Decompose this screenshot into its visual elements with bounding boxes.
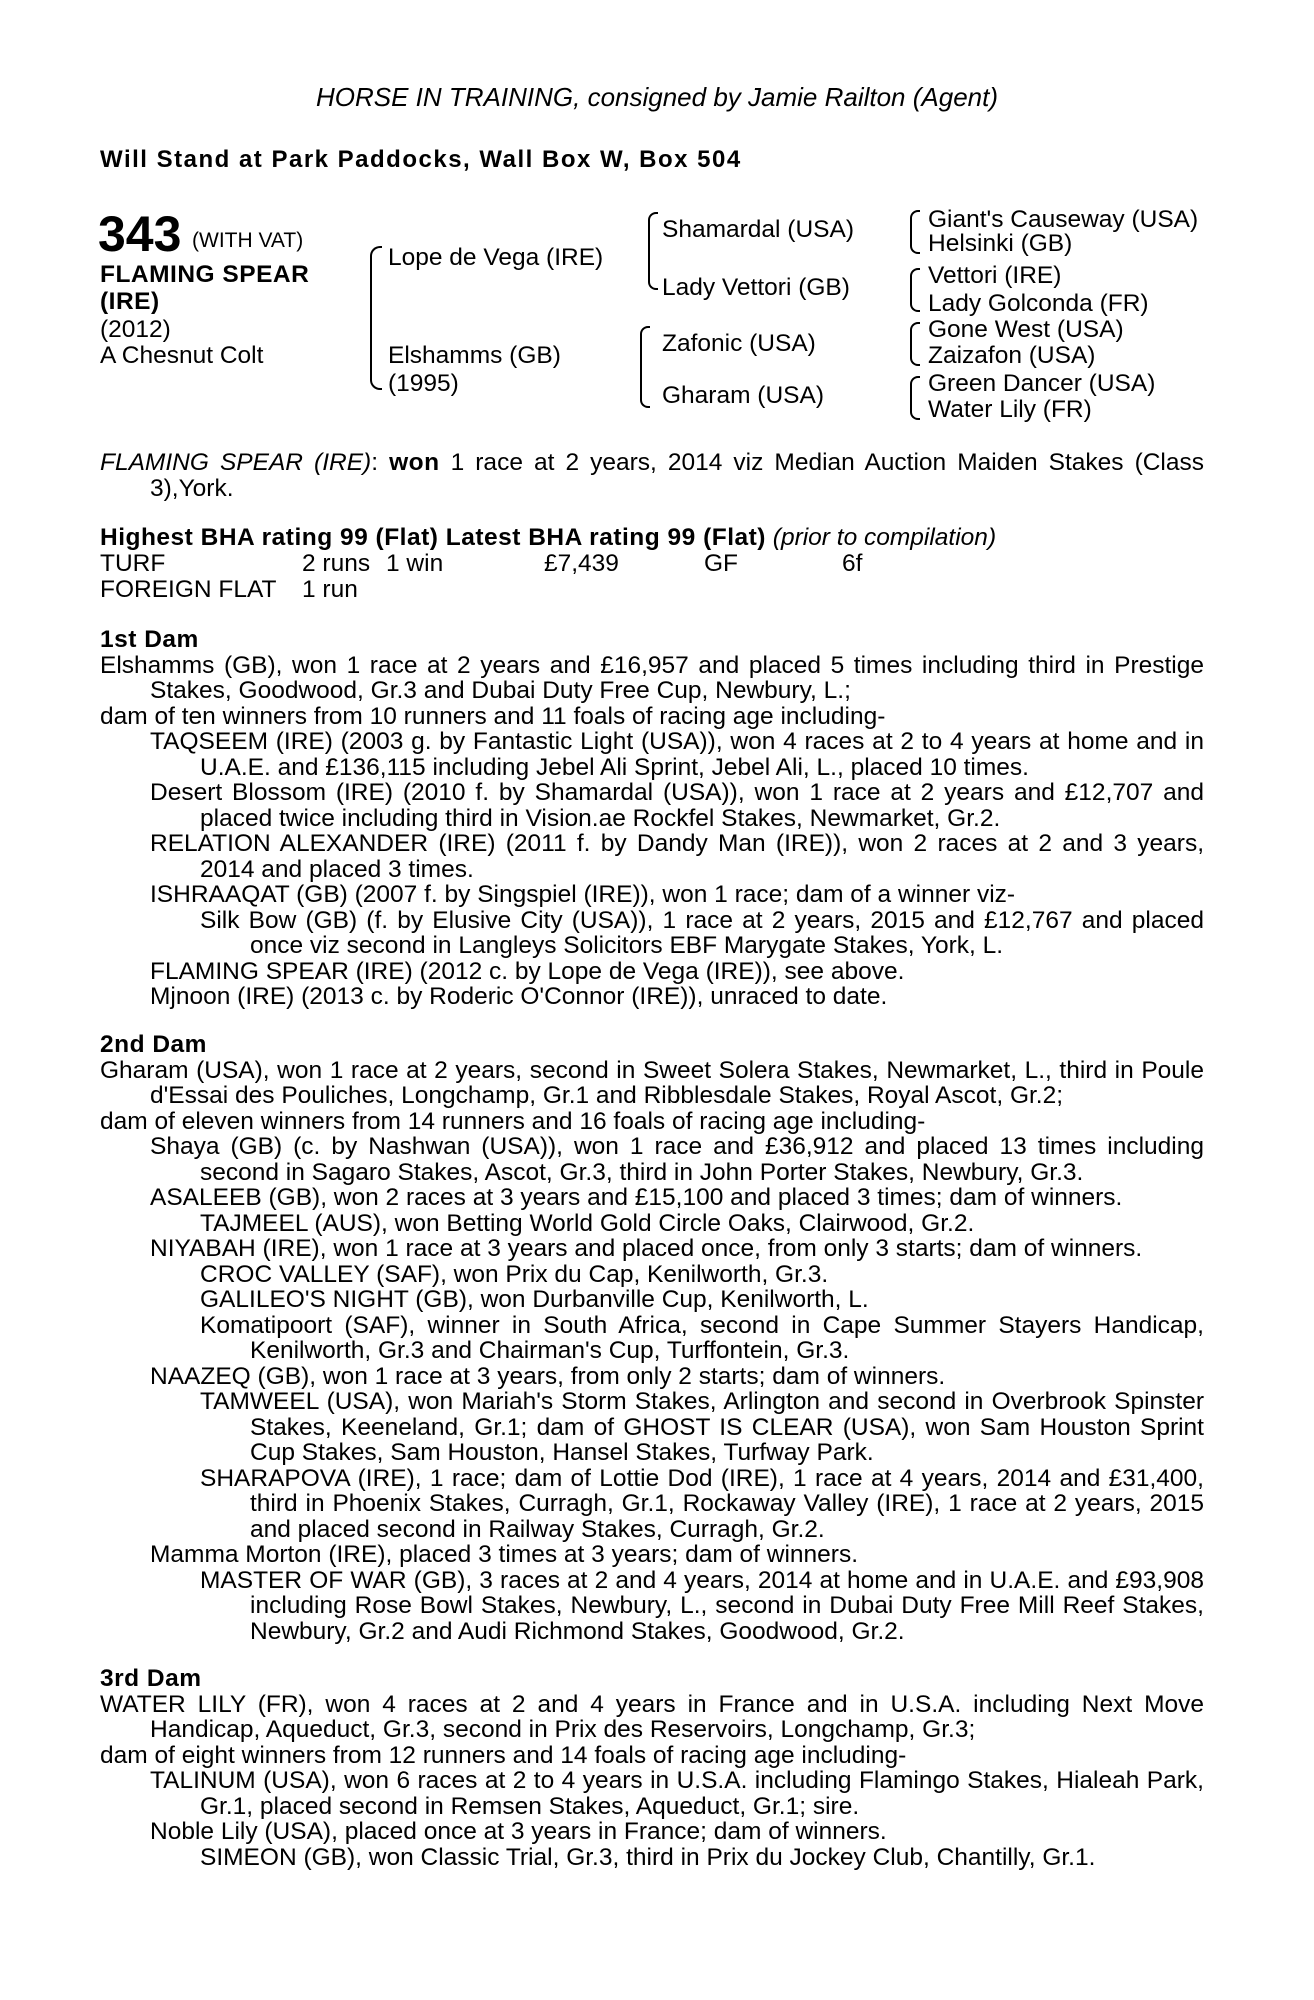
stand-location: Will Stand at Park Paddocks, Wall Box W, Box 504: [100, 146, 742, 173]
lot-number: 343: [98, 206, 182, 262]
rating-note: (prior to compilation): [772, 524, 997, 551]
dam-produce-summary: dam of eight winners from 12 runners and 14 foals of racing age including-: [100, 1741, 907, 1769]
turf-wins: 1 win: [386, 550, 444, 577]
produce-entry: FLAMING SPEAR (IRE) (2012 c. by Lope de Vega (IRE)), see above.: [150, 957, 905, 985]
horse-description: A Chesnut Colt: [100, 342, 264, 369]
dam-entry: Gharam (USA), won 1 race at 2 years, second in Sweet Solera Stakes, Newmarket, L., third in Poule d'Essai des Pouliches, Longchamp, Gr.1 and Ribblesdale Stakes, Royal Ascot, Gr.2;: [100, 1056, 1204, 1109]
dam-entry: Elshamms (GB), won 1 race at 2 years and £16,957 and placed 5 times including third in Prestige Stakes, Goodwood, Gr.3 and Dubai Duty Free Cup, Newbury, L.;: [100, 651, 1204, 704]
pedigree-sdd: Lady Golconda (FR): [928, 290, 1149, 317]
second-dam-heading: 2nd Dam: [100, 1031, 207, 1058]
dam-entry: WATER LILY (FR), won 4 races at 2 and 4 years in France and in U.S.A. including Next Move Handicap, Aqueduct, Gr.3, second in Prix des Reservoirs, Longchamp, Gr.3;: [100, 1690, 1204, 1743]
produce-entry: NAAZEQ (GB), won 1 race at 3 years, from only 2 starts; dam of winners.: [150, 1362, 946, 1390]
rating-text: Highest BHA rating 99 (Flat) Latest BHA rating 99 (Flat): [100, 524, 766, 551]
pedigree-dam: Elshamms (GB): [388, 342, 561, 369]
pedigree-sire: Lope de Vega (IRE): [388, 244, 604, 271]
bha-rating: [100, 524, 996, 552]
race-summary: FLAMING SPEAR (IRE): won 1 race at 2 years, 2014 viz Median Auction Maiden Stakes (Class 3),York.: [100, 449, 1204, 502]
turf-prize: £7,439: [544, 550, 619, 577]
pedigree-dam-sire: Zafonic (USA): [662, 330, 816, 357]
dam-produce-summary: dam of eleven winners from 14 runners and 16 foals of racing age including-: [100, 1107, 926, 1135]
turf-label: TURF: [100, 550, 166, 577]
third-dam-heading: 3rd Dam: [100, 1665, 202, 1692]
pedigree-brace-4a: [910, 210, 920, 254]
produce-entry: Mjnoon (IRE) (2013 c. by Roderic O'Connor (IRE)), unraced to date.: [150, 983, 888, 1010]
pedigree-sire-sire: Shamardal (USA): [662, 216, 854, 243]
produce-entry: NIYABAH (IRE), won 1 race at 3 years and placed once, from only 3 starts; dam of winners.: [150, 1235, 1143, 1262]
pedigree-brace-4d: [910, 376, 920, 420]
pedigree-brace-main: [370, 246, 382, 390]
horse-country: (IRE): [100, 288, 160, 315]
first-dam-section: [100, 627, 1204, 1010]
produce-entry: TAMWEEL (USA), won Mariah's Storm Stakes, Arlington and second in Overbrook Spinster Stakes, Keeneland, Gr.1; dam of GHOST IS CLEAR (USA), won Sam Houston Sprint Cup Stakes, Sam Houston, Hansel Stakes, Turfway Park.: [200, 1388, 1204, 1466]
produce-entry: Shaya (GB) (c. by Nashwan (USA)), won 1 race and £36,912 and placed 13 times including second in Sagaro Stakes, Ascot, Gr.3, third in John Porter Stakes, Newbury, Gr.3.: [150, 1133, 1204, 1186]
pedigree-brace-4b: [910, 268, 920, 312]
produce-entry: Komatipoort (SAF), winner in South Africa, second in Cape Summer Stayers Handicap, Kenilworth, Gr.3 and Chairman's Cup, Turffontein, Gr.3.: [200, 1311, 1204, 1364]
vat-label: (WITH VAT): [192, 229, 304, 252]
produce-entry: MASTER OF WAR (GB), 3 races at 2 and 4 years, 2014 at home and in U.A.E. and £93,908 including Rose Bowl Stakes, Newbury, L., second in Dubai Duty Free Mill Reef Stakes, Newbury, Gr.2 and Audi Richmond Stakes, Goodwood, Gr.2.: [200, 1566, 1204, 1645]
produce-entry: SHARAPOVA (IRE), 1 race; dam of Lottie Dod (IRE), 1 race at 4 years, 2014 and £31,400, third in Phoenix Stakes, Curragh, Gr.1, Rockaway Valley (IRE), 1 race at 2 years, 2015 and placed second in Railway Stakes, Curragh, Gr.2.: [200, 1464, 1204, 1543]
foreign-label: FOREIGN FLAT: [100, 576, 277, 603]
produce-entry: RELATION ALEXANDER (IRE) (2011 f. by Dandy Man (IRE)), won 2 races at 2 and 3 years, 2014 and placed 3 times.: [150, 830, 1204, 883]
produce-entry: GALILEO'S NIGHT (GB), won Durbanville Cup, Kenilworth, L.: [200, 1286, 869, 1313]
produce-entry: TALINUM (USA), won 6 races at 2 to 4 years in U.S.A. including Flamingo Stakes, Hialeah Park, Gr.1, placed second in Remsen Stakes, Aqueduct, Gr.1; sire.: [150, 1767, 1204, 1820]
pedigree-brace-sire: [648, 212, 658, 290]
turf-going: GF: [704, 550, 739, 577]
foaling-year: (2012): [100, 316, 171, 343]
produce-entry: CROC VALLEY (SAF), won Prix du Cap, Kenilworth, Gr.3.: [200, 1260, 829, 1288]
horse-name: FLAMING SPEAR: [100, 261, 310, 288]
turf-distance: 6f: [842, 550, 863, 577]
produce-entry: SIMEON (GB), won Classic Trial, Gr.3, third in Prix du Jockey Club, Chantilly, Gr.1.: [200, 1843, 1096, 1871]
dam-produce-summary: dam of ten winners from 10 runners and 11 foals of racing age including-: [100, 702, 886, 730]
pedigree-dam-dam: Gharam (USA): [662, 382, 825, 409]
pedigree-dds: Green Dancer (USA): [928, 370, 1156, 397]
pedigree-ddd: Water Lily (FR): [928, 396, 1092, 423]
produce-entry: ASALEEB (GB), won 2 races at 3 years and £15,100 and placed 3 times; dam of winners.: [150, 1184, 1123, 1211]
produce-entry: Mamma Morton (IRE), placed 3 times at 3 years; dam of winners.: [150, 1541, 859, 1568]
summary-won: won: [389, 449, 440, 476]
page-title: HORSE IN TRAINING, consigned by Jamie Railton (Agent): [315, 82, 999, 112]
pedigree-dss: Gone West (USA): [928, 316, 1124, 343]
first-dam-heading: 1st Dam: [100, 626, 199, 653]
pedigree-dsd: Zaizafon (USA): [928, 342, 1096, 369]
pedigree-ssd: Helsinki (GB): [928, 230, 1073, 257]
second-dam-section: [100, 1032, 1204, 1644]
pedigree-sss: Giant's Causeway (USA): [928, 206, 1199, 233]
third-dam-section: [100, 1666, 1204, 1870]
produce-entry: TAQSEEM (IRE) (2003 g. by Fantastic Light (USA)), won 4 races at 2 to 4 years at home and in U.A.E. and £136,115 including Jebel Ali Sprint, Jebel Ali, L., placed 10 times.: [150, 728, 1204, 781]
pedigree-sds: Vettori (IRE): [928, 262, 1062, 289]
produce-entry: TAJMEEL (AUS), won Betting World Gold Circle Oaks, Clairwood, Gr.2.: [200, 1209, 975, 1237]
pedigree-sire-dam: Lady Vettori (GB): [662, 274, 850, 301]
pedigree-brace-4c: [910, 322, 920, 366]
summary-horse-name: FLAMING SPEAR (IRE): [100, 449, 372, 476]
summary-text: 1 race at 2 years, 2014 viz Median Auction Maiden Stakes (Class 3),York.: [150, 449, 1204, 502]
pedigree-dam-year: (1995): [388, 370, 459, 397]
produce-entry: Desert Blossom (IRE) (2010 f. by Shamardal (USA)), won 1 race at 2 years and £12,707 and placed twice including third in Vision.ae Rockfel Stakes, Newmarket, Gr.2.: [150, 779, 1204, 832]
foreign-runs: 1 run: [302, 576, 358, 603]
produce-entry: Silk Bow (GB) (f. by Elusive City (USA)), 1 race at 2 years, 2015 and £12,767 and placed once viz second in Langleys Solicitors EBF Marygate Stakes, York, L.: [200, 906, 1204, 959]
turf-runs: 2 runs: [302, 550, 371, 577]
produce-entry: ISHRAAQAT (GB) (2007 f. by Singspiel (IRE)), won 1 race; dam of a winner viz-: [150, 881, 1016, 908]
pedigree-brace-dam: [640, 326, 650, 408]
produce-entry: Noble Lily (USA), placed once at 3 years in France; dam of winners.: [150, 1818, 887, 1845]
